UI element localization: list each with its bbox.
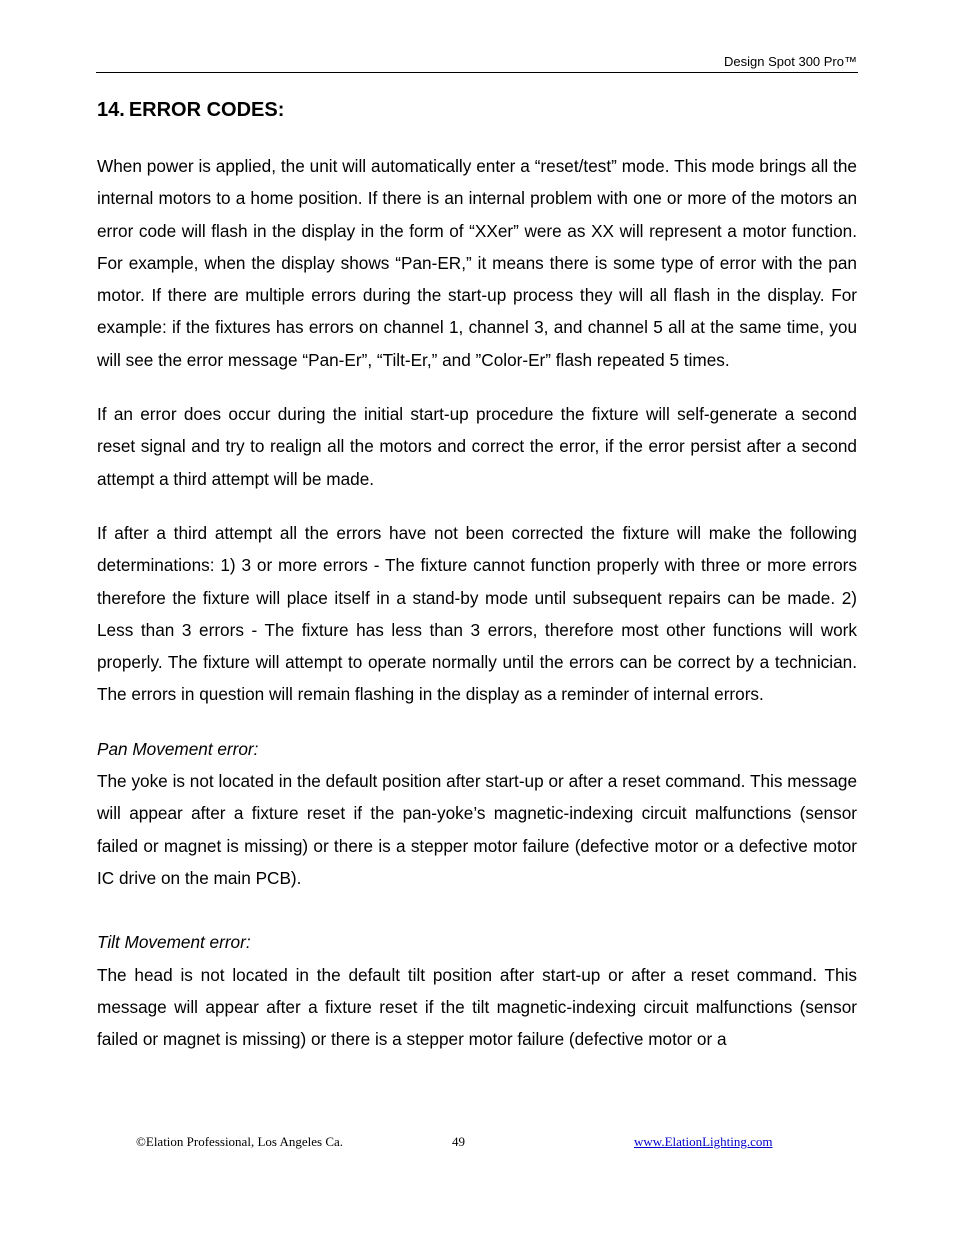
website-link[interactable]: www.ElationLighting.com — [634, 1134, 773, 1149]
section-heading — [97, 96, 857, 124]
tilt-error-body: The head is not located in the default tilt position after start-up or after a reset command. This message will appear after a fixture reset if the tilt magnetic-indexing circuit malfunctions (sensor failed or magnet is missing) or there is a stepper motor failure (defective motor or a — [97, 964, 857, 1050]
pan-error-heading: Pan Movement error: — [97, 738, 259, 759]
spacer — [97, 894, 857, 926]
pan-error-body: The yoke is not located in the default position after start-up or after a reset command. This message will appear after a fixture reset if the pan-yoke’s magnetic-indexing circuit malfunctions (sensor failed or magnet is missing) or there is a stepper motor failure (defective motor or a defective motor IC drive on the main PCB). — [97, 771, 857, 888]
document-header-title: Design Spot 300 Pro™ — [724, 54, 857, 69]
header-divider — [96, 72, 858, 73]
section-number: 14. — [97, 99, 125, 121]
section-title: ERROR CODES: — [128, 99, 285, 121]
page-content — [97, 96, 857, 1055]
paragraph-reset-test: When power is applied, the unit will automatically enter a “reset/test” mode. This mode brings all the internal motors to a home position. If there is an internal problem with one or more of the motors an error code will flash in the display in the form of “XXer” were as XX will represent a motor function. For example, when the display shows “Pan-ER,” it means there is some type of error with the pan motor. If there are multiple errors during the start-up process they will all flash in the display. For example: if the fixtures has errors on channel 1, channel 3, and channel 5 all at the same time, you will see the error message “Pan-Er”, “Tilt-Er,” and ”Color-Er” flash repeated 5 times. — [97, 156, 857, 370]
footer-copyright: ©Elation Professional, Los Angeles Ca. — [136, 1134, 344, 1149]
page-number: 49 — [452, 1134, 465, 1149]
paragraph-third-attempt: If after a third attempt all the errors have not been corrected the fixture will make the following determinations: 1) 3 or more errors - The fixture cannot function properly with three or more errors therefore the fixture will place itself in a stand-by mode until subsequent repairs can be made. 2) Less than 3 errors - The fixture has less than 3 errors, therefore most other functions will work properly. The fixture will attempt to operate normally until the errors can be correct by a technician. The errors in question will remain flashing in the display as a reminder of internal errors. — [97, 522, 857, 705]
paragraph-second-reset: If an error does occur during the initial start-up procedure the fixture will self-generate a second reset signal and try to realign all the motors and correct the error, if the error persist after a second attempt a third attempt will be made. — [97, 404, 857, 489]
tilt-error-heading: Tilt Movement error: — [97, 932, 251, 953]
